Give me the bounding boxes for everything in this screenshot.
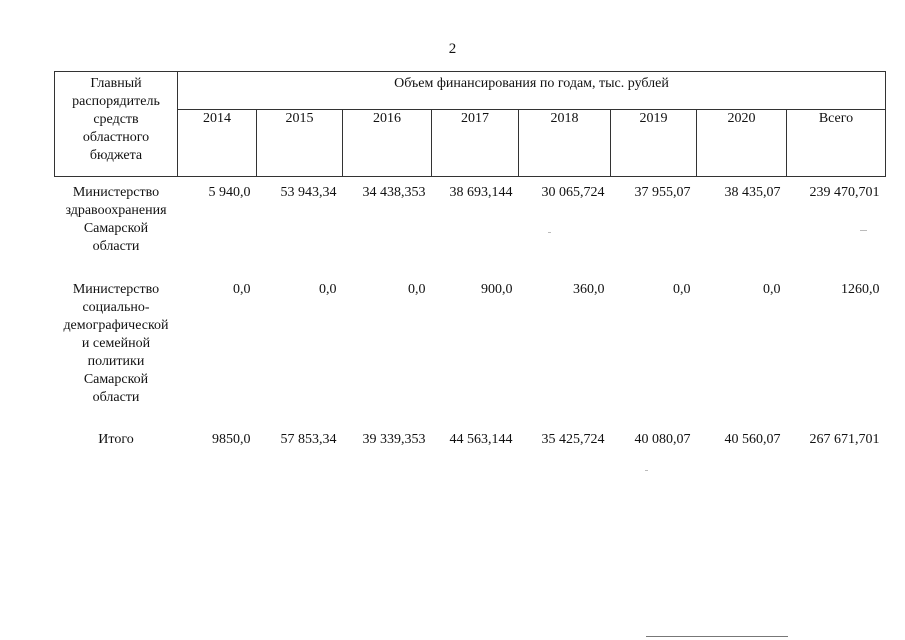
value-cell: 9850,0 [212, 432, 251, 447]
year-header-2020: 2020 [697, 110, 787, 177]
budget-header-line: Главный [90, 76, 142, 91]
scan-speck [645, 470, 648, 471]
value-cell: 39 339,353 [362, 432, 426, 447]
row-name [55, 407, 178, 449]
value-cell: 44 563,144 [449, 432, 513, 447]
year-header-2016: 2016 [343, 110, 432, 177]
row-name-line: Министерство [72, 185, 160, 200]
scan-speck [860, 230, 867, 231]
row-name-line: Министерство [72, 282, 160, 297]
year-header-2019: 2019 [611, 110, 697, 177]
value-cell: 30 065,724 [541, 185, 605, 200]
row-name [55, 260, 178, 407]
value-cell: 37 955,07 [634, 185, 691, 200]
row-name-line: социально- [82, 300, 150, 315]
budget-header-line: областного [82, 130, 150, 145]
budget-header-line: бюджета [89, 148, 143, 163]
year-header-row [55, 110, 886, 177]
table-row [55, 177, 886, 261]
value-cell: 57 853,34 [280, 432, 337, 447]
row-name-line: области [92, 390, 140, 405]
header-row [55, 72, 886, 110]
value-cell: 0,0 [319, 282, 337, 297]
funding-table [54, 71, 886, 449]
budget-header-line: распорядитель [72, 94, 160, 109]
year-header-2014: 2014 [178, 110, 257, 177]
value-cell: 40 560,07 [724, 432, 781, 447]
page-number: 2 [448, 41, 457, 57]
row-name-line: Самарской [83, 372, 149, 387]
total-header: Всего [787, 110, 886, 177]
value-cell: 53 943,34 [280, 185, 337, 200]
row-name-line: политики [87, 354, 145, 369]
budget-holder-header [55, 72, 178, 177]
value-cell: 360,0 [573, 282, 605, 297]
value-cell: 34 438,353 [362, 185, 426, 200]
value-cell: 900,0 [481, 282, 513, 297]
value-cell: 38 693,144 [449, 185, 513, 200]
row-name-line: и семейной [81, 336, 151, 351]
value-cell: 0,0 [763, 282, 781, 297]
total-row [55, 407, 886, 449]
year-header-2018: 2018 [519, 110, 611, 177]
value-cell: 38 435,07 [724, 185, 781, 200]
table-row [55, 260, 886, 407]
total-cell: 239 470,701 [809, 185, 880, 200]
total-cell: 1260,0 [841, 282, 880, 297]
total-cell: 267 671,701 [809, 432, 880, 447]
row-name-line: области [92, 239, 140, 254]
row-name-line: Самарской [83, 221, 149, 236]
funding-header: Объем финансирования по годам, тыс. рублей [178, 72, 886, 110]
value-cell: 35 425,724 [541, 432, 605, 447]
scan-speck [548, 232, 551, 233]
footer-line [646, 636, 788, 637]
year-header-2015: 2015 [257, 110, 343, 177]
value-cell: 40 080,07 [634, 432, 691, 447]
row-name-line: Итого [98, 432, 134, 447]
row-name-line: демографической [63, 318, 169, 333]
budget-header-line: средств [93, 112, 139, 127]
row-name [55, 177, 178, 261]
year-header-2017: 2017 [432, 110, 519, 177]
value-cell: 0,0 [408, 282, 426, 297]
value-cell: 5 940,0 [208, 185, 251, 200]
value-cell: 0,0 [233, 282, 251, 297]
value-cell: 0,0 [673, 282, 691, 297]
row-name-line: здравоохранения [65, 203, 167, 218]
